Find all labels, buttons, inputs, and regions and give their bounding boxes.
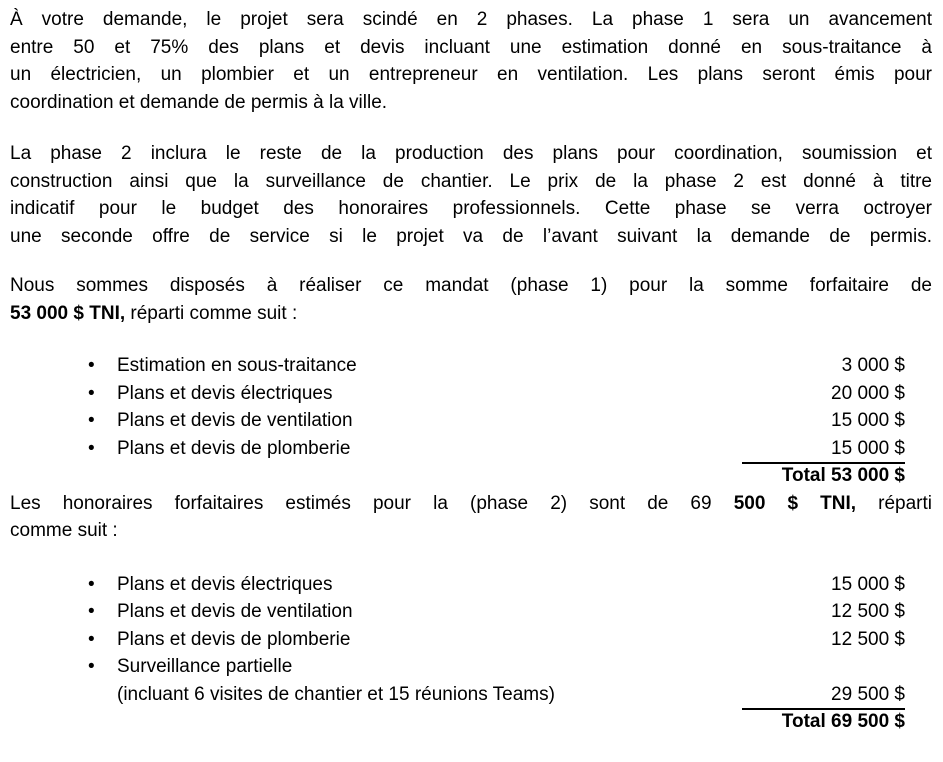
text-line bbox=[10, 300, 932, 328]
item-amount: 20 000 $ bbox=[831, 382, 905, 404]
bullet-icon: • bbox=[88, 355, 95, 376]
item-amount: 15 000 $ bbox=[831, 573, 905, 595]
text-line: un électricien, un plombier et un entrepreneur en ventilation. Les plans seront émis pour bbox=[10, 64, 932, 85]
phase1-fee-rest: réparti comme suit : bbox=[125, 302, 298, 324]
text-line bbox=[10, 490, 932, 518]
phase2-cost-list bbox=[10, 571, 932, 736]
bullet-icon: • bbox=[88, 382, 95, 404]
text-line: comme suit : bbox=[10, 520, 118, 541]
item-sublabel: (incluant 6 visites de chantier et 15 réunions Teams) bbox=[117, 683, 555, 705]
paragraph-phase2-intro bbox=[10, 140, 932, 250]
list-item-subline bbox=[10, 681, 932, 709]
item-label: Plans et devis de ventilation bbox=[117, 410, 353, 431]
text-line: À votre demande, le projet sera scindé en 2 phases. La phase 1 sera un avancement bbox=[10, 9, 932, 30]
list-item bbox=[10, 598, 932, 626]
text-line: coordination et demande de permis à la ville. bbox=[10, 91, 388, 113]
bullet-icon: • bbox=[88, 628, 95, 650]
paragraph-phase2-fee bbox=[10, 490, 932, 545]
item-label: Plans et devis électriques bbox=[117, 382, 333, 404]
phase1-cost-list bbox=[10, 352, 932, 490]
bullet-icon: • bbox=[88, 410, 95, 431]
list-item bbox=[10, 407, 932, 435]
bullet-icon: • bbox=[88, 601, 95, 622]
bullet-icon: • bbox=[88, 656, 95, 677]
text-line: La phase 2 inclura le reste de la production des plans pour coordination, soumission et bbox=[10, 143, 932, 164]
item-amount: 3 000 $ bbox=[841, 355, 905, 376]
list-item bbox=[10, 352, 932, 380]
item-label: Plans et devis de ventilation bbox=[117, 601, 353, 622]
item-label: Plans et devis électriques bbox=[117, 573, 333, 595]
list-item bbox=[10, 626, 932, 654]
text-line: entre 50 et 75% des plans et devis incluant une estimation donné en sous-traitance à bbox=[10, 36, 932, 58]
list-item bbox=[10, 653, 932, 681]
item-label: Plans et devis de plomberie bbox=[117, 628, 351, 650]
list-item bbox=[10, 380, 932, 408]
text-line: une seconde offre de service si le projet va de l’avant suivant la demande de permis. bbox=[10, 225, 932, 247]
item-label: Surveillance partielle bbox=[117, 656, 293, 677]
phase1-total: Total 53 000 $ bbox=[781, 465, 905, 486]
item-label: Plans et devis de plomberie bbox=[117, 437, 351, 459]
list-item bbox=[10, 435, 932, 463]
phase2-amount-bold: 500 $ TNI, bbox=[733, 492, 857, 514]
paragraph-phase1-fee bbox=[10, 272, 932, 327]
phase2-fee-rest: réparti bbox=[856, 492, 933, 514]
list-item bbox=[10, 571, 932, 599]
text-line: Nous sommes disposés à réaliser ce mandat (phase 1) pour la somme forfaitaire de bbox=[10, 275, 932, 296]
bullet-icon: • bbox=[88, 437, 95, 459]
paragraph-phase1-intro bbox=[10, 6, 932, 116]
text-line: construction ainsi que la surveillance de chantier. Le prix de la phase 2 est donné à titre bbox=[10, 170, 932, 192]
item-amount-underlined: 15 000 $ bbox=[742, 435, 905, 465]
text-line: indicatif pour le budget des honoraires professionnels. Cette phase se verra octroyer bbox=[10, 198, 932, 219]
item-amount: 12 500 $ bbox=[831, 628, 905, 650]
item-label: Estimation en sous-traitance bbox=[117, 355, 357, 376]
phase1-amount-bold: 53 000 $ TNI, bbox=[10, 302, 126, 324]
phase2-fee-pre: Les honoraires forfaitaires estimés pour la (phase 2) sont de 69 bbox=[10, 492, 734, 514]
item-amount: 12 500 $ bbox=[831, 601, 905, 622]
bullet-icon: • bbox=[88, 573, 95, 595]
item-amount-underlined: 29 500 $ bbox=[742, 681, 905, 711]
phase2-total: Total 69 500 $ bbox=[781, 711, 905, 732]
item-amount: 15 000 $ bbox=[831, 410, 905, 431]
